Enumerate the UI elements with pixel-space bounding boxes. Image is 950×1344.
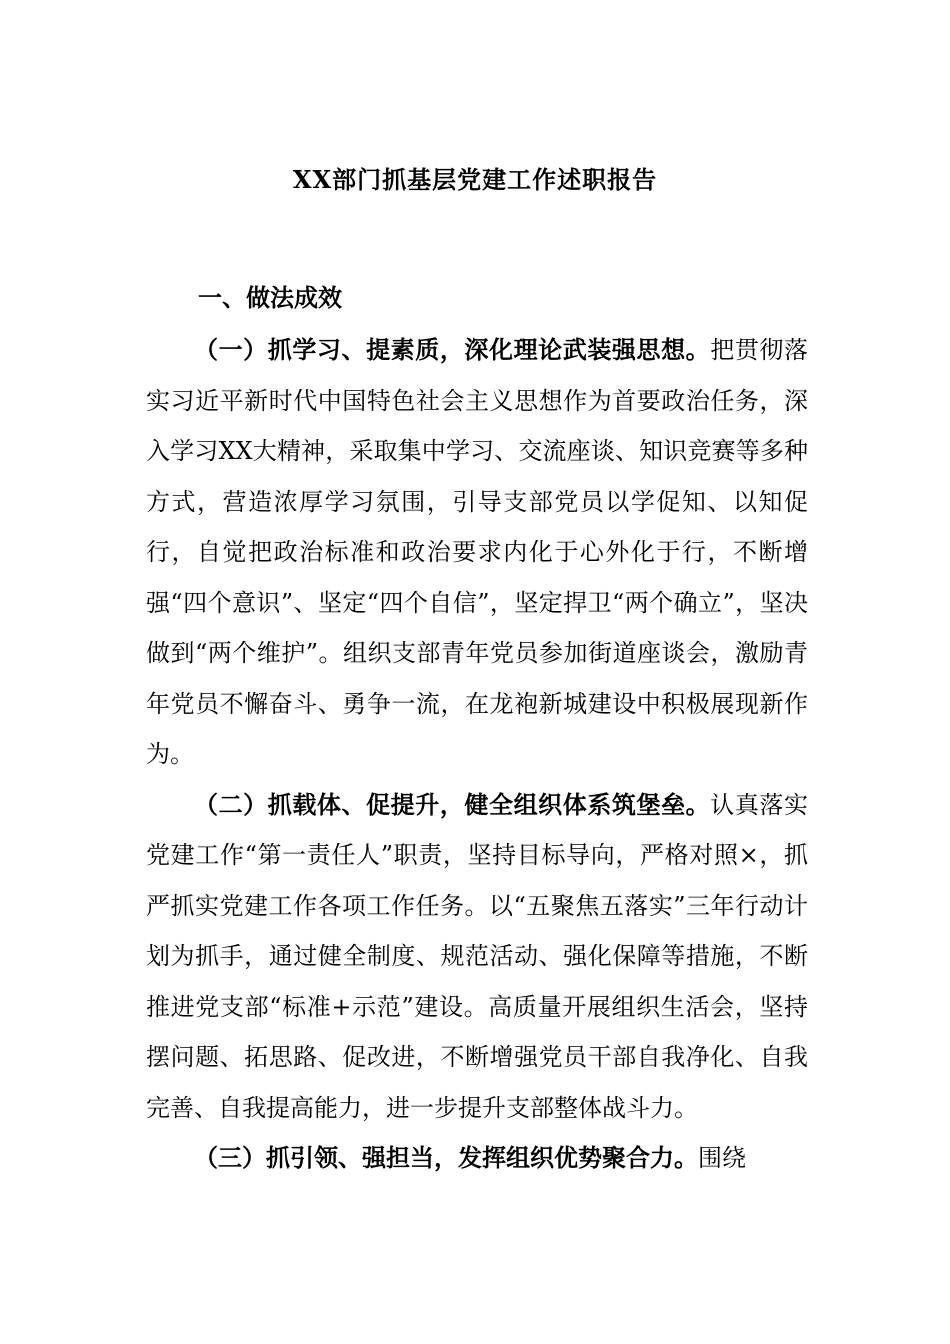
paragraph-lead: （三）抓引领、强担当，发挥组织优势聚合力。 [194, 1143, 698, 1172]
document-body [146, 325, 808, 1184]
paragraph-leadership [146, 1133, 808, 1184]
paragraph-text: 认真落实党建工作“第一责任人”职责，坚持目标导向，严格对照×，抓严抓实党建工作各项工作任务。以“五聚焦五落实”三年行动计划为抓手，通过健全制度、规范活动、强化保障等措施，不断推进党支部“标准+示范”建设。高质量开展组织生活会，坚持摆问题、拓思路、促改进，不断增强党员干部自我净化、自我完善、自我提高能力，进一步提升支部整体战斗力。 [146, 790, 808, 1122]
paragraph-text: 围绕 [698, 1144, 746, 1172]
paragraph-study [146, 325, 808, 780]
paragraph-lead: （一）抓学习、提素质，深化理论武装强思想。 [194, 335, 711, 364]
document-title: XX部门抓基层党建工作述职报告 [292, 165, 658, 194]
paragraph-carrier [146, 780, 808, 1134]
section-heading: 一、做法成效 [198, 283, 342, 312]
paragraph-lead: （二）抓载体、促提升，健全组织体系筑堡垒。 [194, 789, 711, 819]
paragraph-text: 把贯彻落实习近平新时代中国特色社会主义思想作为首要政治任务，深入学习XX大精神，采取集中学习、交流座谈、知识竞赛等多种方式，营造浓厚学习氛围，引导支部党员以学促知、以知促行，自觉把政治标准和政治要求内化于心外化于行，不断增强“四个意识”、坚定“四个自信”，坚定捍卫“两个确立”，坚决做到“两个维护”。组织支部青年党员参加街道座谈会，激励青年党员不懈奋斗、勇争一流，在龙袍新城建设中积极展现新作为。 [146, 336, 808, 768]
